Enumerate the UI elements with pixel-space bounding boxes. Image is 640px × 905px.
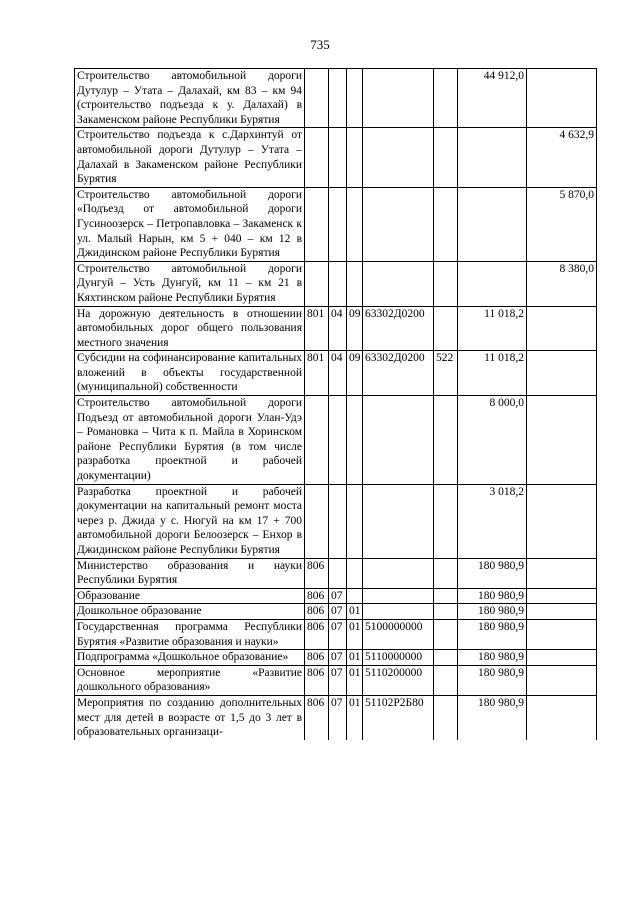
ministry-code: 806 [305,665,329,695]
target-article-code: 51102Р2Б80 [363,695,434,739]
amount-year-2 [527,619,597,649]
expense-type-code [434,128,458,187]
table-row [75,665,597,695]
page-number: 735 [310,37,330,52]
table-row [75,484,597,558]
section-code [329,558,347,588]
ministry-code: 801 [305,351,329,396]
target-article-code [363,128,434,187]
expense-type-code [434,261,458,306]
amount-year-2 [527,484,597,558]
ministry-code: 801 [305,306,329,351]
expense-type-code [434,306,458,351]
amount-year-1: 11 018,2 [458,351,527,396]
section-code [329,261,347,306]
amount-year-2: 8 380,0 [527,261,597,306]
amount-year-1: 180 980,9 [458,588,527,604]
section-code: 07 [329,665,347,695]
amount-year-1: 180 980,9 [458,558,527,588]
expense-type-code [434,484,458,558]
row-name: Строительство автомобильной дороги Подъезд от автомобильной дороги Улан-Удэ – Романовка – Чита к п. Майла в Хоринском районе Республики Бурятия (в том числе разработка проектной и рабочей документации) [75,396,305,485]
table-row [75,588,597,604]
subsection-code: 09 [347,351,363,396]
target-article-code: 63302Д0200 [363,351,434,396]
subsection-code [347,484,363,558]
amount-year-1: 180 980,9 [458,650,527,666]
subsection-code [347,128,363,187]
table-row [75,558,597,588]
target-article-code: 5110000000 [363,650,434,666]
amount-year-1: 44 912,0 [458,69,527,128]
amount-year-2 [527,351,597,396]
row-name: Подпрограмма «Дошкольное образование» [75,650,305,666]
ministry-code: 806 [305,604,329,620]
target-article-code [363,69,434,128]
amount-year-1 [458,128,527,187]
expense-type-code [434,396,458,485]
section-code [329,484,347,558]
section-code: 07 [329,604,347,620]
subsection-code: 01 [347,665,363,695]
table-row [75,306,597,351]
expense-type-code [434,665,458,695]
amount-year-2 [527,588,597,604]
table-row [75,695,597,739]
subsection-code [347,396,363,485]
row-name: Строительство автомобильной дороги «Подъезд от автомобильной дороги Гусиноозерск – Петропавловка – Закаменск к ул. Малый Нарын, км 5 + 040 – км 12 в Джидинском районе Республики Бурятия [75,187,305,261]
target-article-code: 5100000000 [363,619,434,649]
ministry-code: 806 [305,650,329,666]
amount-year-1: 180 980,9 [458,619,527,649]
amount-year-2 [527,69,597,128]
subsection-code [347,187,363,261]
section-code [329,69,347,128]
target-article-code [363,604,434,620]
subsection-code [347,69,363,128]
row-name: Образование [75,588,305,604]
row-name: Основное мероприятие «Развитие дошкольного образования» [75,665,305,695]
amount-year-2 [527,306,597,351]
table-row [75,396,597,485]
table-row [75,128,597,187]
budget-table [74,68,597,740]
table-row [75,619,597,649]
ministry-code [305,187,329,261]
ministry-code: 806 [305,695,329,739]
section-code: 07 [329,588,347,604]
amount-year-2 [527,665,597,695]
amount-year-2 [527,558,597,588]
amount-year-1: 180 980,9 [458,665,527,695]
ministry-code [305,484,329,558]
section-code: 07 [329,619,347,649]
ministry-code [305,261,329,306]
row-name: На дорожную деятельность в отношении автомобильных дорог общего пользования местного значения [75,306,305,351]
amount-year-1: 11 018,2 [458,306,527,351]
ministry-code [305,396,329,485]
target-article-code: 5110200000 [363,665,434,695]
ministry-code [305,128,329,187]
section-code: 07 [329,695,347,739]
section-code: 07 [329,650,347,666]
expense-type-code [434,695,458,739]
table-row [75,650,597,666]
table-row [75,187,597,261]
row-name: Строительство автомобильной дороги Дутулур – Утата – Далахай, км 83 – км 94 (строительство подъезда к у. Далахай) в Закаменском районе Республики Бурятия [75,69,305,128]
row-name: Министерство образования и науки Республики Бурятия [75,558,305,588]
amount-year-2: 4 632,9 [527,128,597,187]
target-article-code [363,261,434,306]
row-name: Строительство автомобильной дороги Дунгуй – Усть Дунгуй, км 11 – км 21 в Кяхтинском районе Республики Бурятия [75,261,305,306]
ministry-code: 806 [305,619,329,649]
row-name: Субсидии на софинансирование капитальных вложений в объекты государственной (муниципальной) собственности [75,351,305,396]
subsection-code: 01 [347,604,363,620]
table-row [75,604,597,620]
amount-year-1: 3 018,2 [458,484,527,558]
target-article-code [363,558,434,588]
target-article-code [363,396,434,485]
table-row [75,69,597,128]
expense-type-code [434,650,458,666]
amount-year-1 [458,261,527,306]
section-code [329,187,347,261]
expense-type-code [434,558,458,588]
table-row [75,351,597,396]
amount-year-1: 8 000,0 [458,396,527,485]
amount-year-1: 180 980,9 [458,695,527,739]
section-code [329,396,347,485]
subsection-code: 01 [347,650,363,666]
expense-type-code [434,69,458,128]
target-article-code [363,187,434,261]
subsection-code: 01 [347,695,363,739]
ministry-code: 806 [305,588,329,604]
section-code: 04 [329,306,347,351]
amount-year-2 [527,650,597,666]
row-name: Строительство подъезда к с.Дархинтуй от автомобильной дороги Дутулур – Утата – Далахай в Закаменском районе Республики Бурятия [75,128,305,187]
section-code: 04 [329,351,347,396]
section-code [329,128,347,187]
ministry-code: 806 [305,558,329,588]
target-article-code [363,588,434,604]
subsection-code: 09 [347,306,363,351]
ministry-code [305,69,329,128]
row-name: Дошкольное образование [75,604,305,620]
row-name: Разработка проектной и рабочей документации на капитальный ремонт моста через р. Джида у с. Нюгуй на км 17 + 700 автомобильной дороги Белоозерск – Енхор в Джидинском районе Республики Бурятия [75,484,305,558]
amount-year-1 [458,187,527,261]
amount-year-1: 180 980,9 [458,604,527,620]
amount-year-2 [527,695,597,739]
amount-year-2 [527,396,597,485]
expense-type-code [434,588,458,604]
row-name: Мероприятия по созданию дополнительных мест для детей в возрасте от 1,5 до 3 лет в образовательных организаци- [75,695,305,739]
amount-year-2: 5 870,0 [527,187,597,261]
subsection-code [347,261,363,306]
amount-year-2 [527,604,597,620]
expense-type-code [434,619,458,649]
subsection-code [347,558,363,588]
expense-type-code [434,604,458,620]
row-name: Государственная программа Республики Бурятия «Развитие образования и науки» [75,619,305,649]
target-article-code [363,484,434,558]
subsection-code: 01 [347,619,363,649]
expense-type-code [434,187,458,261]
expense-type-code: 522 [434,351,458,396]
table-row [75,261,597,306]
subsection-code [347,588,363,604]
target-article-code: 63302Д0200 [363,306,434,351]
